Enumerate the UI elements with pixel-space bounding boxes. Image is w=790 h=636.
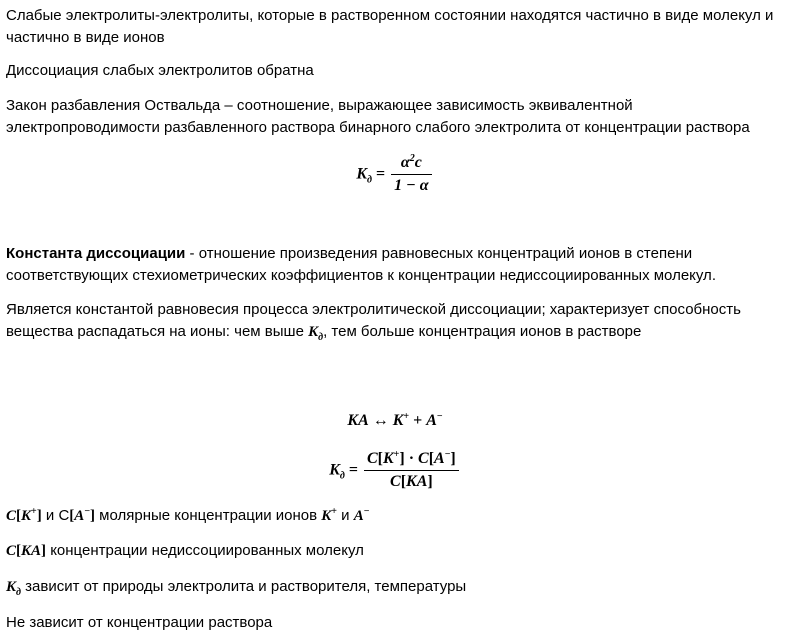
equation-cation: K: [392, 412, 404, 429]
molar-text: молярные концентрации ионов: [95, 507, 322, 524]
molar-cation: K: [21, 508, 32, 524]
inline-k: K: [308, 324, 319, 340]
num-cation-charge: +: [393, 449, 400, 460]
num-cation: K: [383, 450, 394, 467]
reversibility-text: Диссоциация слабых электролитов обратна: [6, 62, 314, 79]
molar-c1: C: [6, 508, 17, 524]
dissociation-equation: [0, 412, 790, 430]
molar-concentrations-line: [6, 505, 784, 527]
equation-cation-charge: +: [403, 411, 410, 422]
equation-arrow: ↔: [368, 412, 393, 429]
molar-anion: A: [74, 508, 85, 524]
weak-electrolytes-definition: [6, 5, 784, 49]
weak-electrolytes-text: Слабые электролиты-электролиты, которые в растворенном состоянии находятся частично в виде молекул и частично в виде ионов: [6, 7, 774, 46]
concentration-symbol: c: [414, 154, 422, 171]
ostwald-numerator: [391, 153, 432, 175]
molar-ion-anion-charge: −: [363, 506, 370, 517]
undiss-lbr: [: [16, 543, 22, 559]
num-c1: C: [367, 450, 378, 467]
molar-and-2: и: [336, 507, 354, 524]
inline-k-subscript: д: [318, 332, 324, 343]
equilibrium-text-start: Является константой равновесия процесса электролитической диссоциации; характеризует способность вещества распадаться на ионы: чем выше: [6, 301, 741, 340]
equation-plus: +: [409, 412, 427, 429]
ostwald-denominator: 1 − α: [394, 177, 429, 194]
dependence-line: [6, 576, 784, 598]
formula-k: K: [356, 165, 368, 183]
kd-equals: =: [344, 461, 362, 479]
molar-lbr1: [: [16, 508, 22, 524]
kd-subscript: д: [339, 470, 345, 482]
molar-c2: С: [58, 507, 70, 524]
den-lbr: [: [400, 473, 407, 490]
dissociation-constant-definition: - отношение произведения равновесных концентраций ионов в степени соответствующих стехиометрических коэффициентов к концентрации недиссоциированных молекул.: [6, 245, 716, 284]
dep-text: зависит от природы электролита и растворителя, температуры: [20, 578, 467, 595]
independence-line: [6, 612, 784, 634]
undiss-rbr: ]: [41, 543, 47, 559]
num-rbr1: ]: [399, 450, 405, 467]
den-rbr: ]: [427, 473, 433, 490]
molar-cation-charge: +: [31, 506, 37, 517]
ostwald-fraction: [391, 153, 432, 196]
num-dot: ·: [404, 450, 419, 467]
ostwald-formula: [0, 153, 790, 196]
independence-text: Не зависит от концентрации раствора: [6, 614, 273, 631]
kd-numerator: [364, 449, 459, 471]
formula-equals: =: [371, 165, 390, 183]
molar-ion-cation-charge: +: [331, 506, 337, 517]
num-lbr2: [: [428, 450, 435, 467]
molar-lbr2: [: [69, 508, 75, 524]
alpha-exponent: 2: [409, 153, 415, 164]
dissociation-constant-term: Константа диссоциации: [6, 245, 186, 262]
molar-rbr2: ]: [90, 508, 96, 524]
den-c: C: [390, 473, 401, 490]
num-c2: C: [418, 450, 429, 467]
alpha-symbol: α: [400, 154, 410, 171]
undiss-c: C: [6, 543, 17, 559]
ostwald-law-paragraph: [6, 95, 784, 139]
undissociated-line: [6, 540, 784, 562]
equilibrium-text-end: , тем больше концентрация ионов в растворе: [323, 323, 642, 340]
formula-k-subscript: д: [367, 174, 372, 186]
equation-ka: KA: [347, 412, 369, 429]
undiss-text: концентрации недиссоциированных молекул: [46, 542, 364, 559]
dissociation-constant-formula: [0, 449, 790, 492]
kd-k: K: [329, 461, 340, 479]
molar-ion-cation: K: [321, 508, 332, 524]
num-lbr1: [: [377, 450, 383, 467]
equation-anion: A: [426, 412, 437, 429]
num-anion: A: [434, 450, 445, 467]
den-ka: KA: [406, 473, 428, 490]
kd-fraction: [364, 449, 459, 492]
reversibility-statement: [6, 60, 784, 82]
kd-denominator: [364, 471, 459, 492]
molar-ion-anion: A: [353, 508, 364, 524]
dep-k-subscript: д: [16, 587, 21, 598]
equation-anion-charge: −: [436, 411, 443, 422]
num-rbr2: ]: [450, 450, 456, 467]
equilibrium-paragraph: [6, 299, 784, 343]
molar-and-1: и: [41, 507, 59, 524]
num-anion-charge: −: [444, 449, 451, 460]
molar-anion-charge: −: [84, 506, 91, 517]
molar-rbr1: ]: [36, 508, 42, 524]
ostwald-law-text: Закон разбавления Оствальда – соотношение, выражающее зависимость эквивалентной электропроводимости разбавленного раствора бинарного слабого электролита от концентрации раствора: [6, 97, 750, 136]
dep-k: K: [6, 579, 17, 595]
undiss-ka: KA: [21, 543, 42, 559]
dissociation-constant-paragraph: [6, 243, 784, 287]
